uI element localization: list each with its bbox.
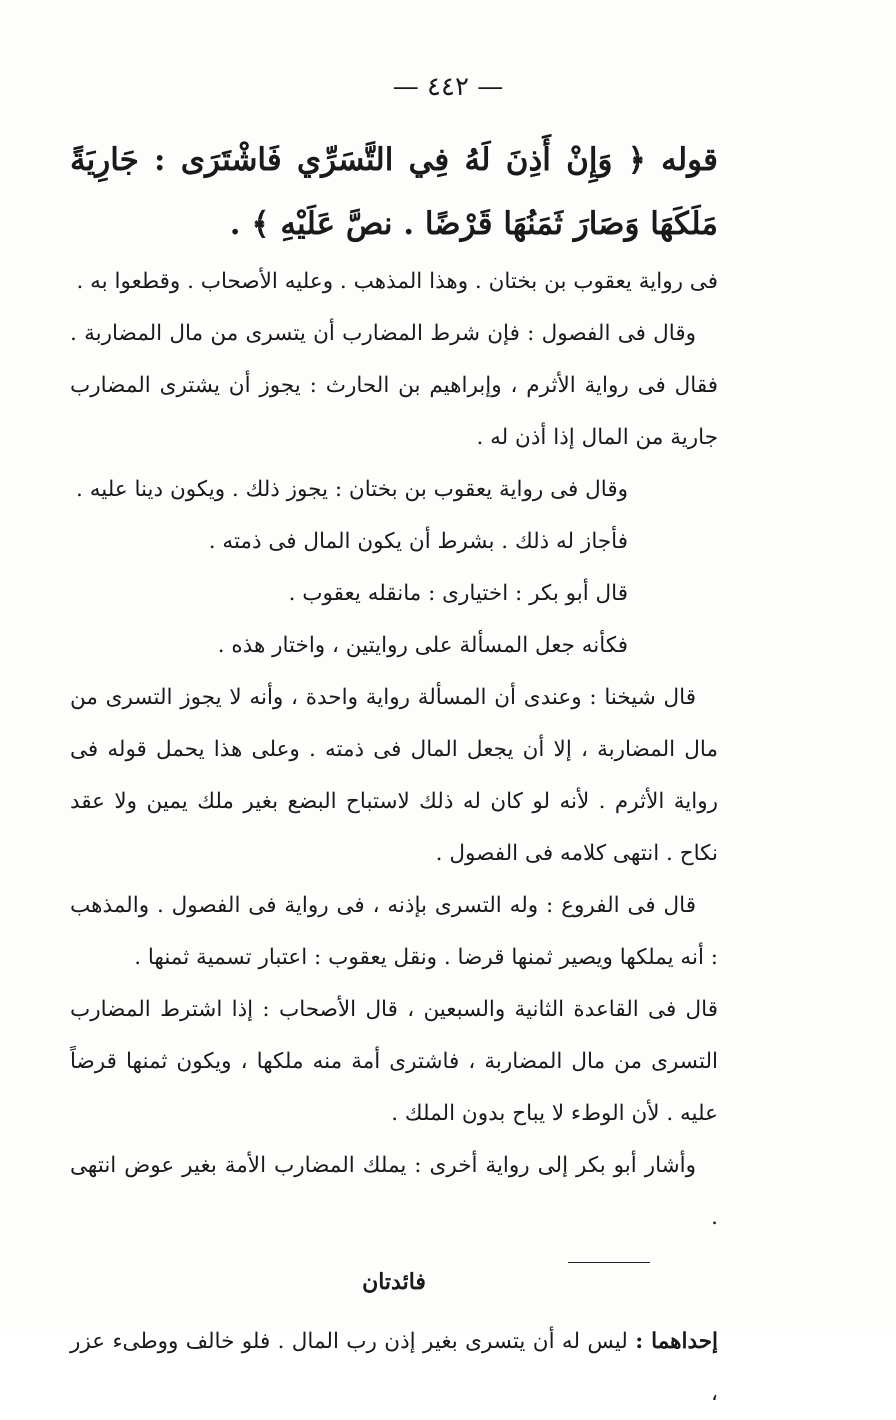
section-title: فائدتان bbox=[362, 1269, 426, 1295]
paragraph: وقال فى الفصول : فإن شرط المضارب أن يتسرى من مال المضاربة . فقال فى رواية الأثرم ، وإبراهيم بن الحارث : يجوز أن يشترى المضارب جارية من المال إذا أذن له . bbox=[70, 321, 718, 450]
page-body bbox=[70, 128, 718, 1420]
footnote-rule bbox=[568, 1262, 650, 1263]
paragraph: قال فى القاعدة الثانية والسبعين ، قال الأصحاب : إذا اشترط المضارب التسرى من مال المضاربة ، فاشترى أمة منه ملكها ، ويكون ثمنها قرضاً عليه . لأن الوطء لا يباح بدون الملك . bbox=[70, 997, 718, 1126]
paragraph: قال فى الفروع : وله التسرى بإذنه ، فى رواية فى الفصول . والمذهب : أنه يملكها ويصير ثمنها قرضا . ونقل يعقوب : اعتبار تسمية ثمنها . bbox=[70, 893, 718, 970]
page-number: — ٤٤٢ — bbox=[392, 72, 504, 102]
paragraph: فأجاز له ذلك . بشرط أن يكون المال فى ذمته . bbox=[208, 529, 628, 554]
paragraph: فكأنه جعل المسألة على روايتين ، واختار هذه . bbox=[217, 633, 628, 658]
note-line bbox=[70, 1316, 718, 1420]
paragraph: وأشار أبو بكر إلى رواية أخرى : يملك المضارب الأمة بغير عوض انتهى . bbox=[70, 1153, 718, 1230]
paragraph: وقال فى رواية يعقوب بن بختان : يجوز ذلك . ويكون دينا عليه . bbox=[76, 477, 628, 502]
paragraph: قال أبو بكر : اختيارى : مانقله يعقوب . bbox=[288, 581, 628, 606]
paragraph: فى رواية يعقوب بن بختان . وهذا المذهب . وعليه الأصحاب . وقطعوا به . bbox=[76, 269, 718, 294]
note-label: إحداهما : bbox=[635, 1329, 719, 1354]
quoted-heading: قوله ﴿ وَإِنْ أَذِنَ لَهُ فِي التَّسَرِّي فَاشْتَرَى : جَارِيَةً مَلَكَهَا وَصَارَ ثَمَنُهَا قَرْضًا . نصَّ عَلَيْهِ ﴾ . bbox=[70, 142, 718, 242]
note-text: ليس له أن يتسرى بغير إذن رب المال . فلو خالف ووطىء عزر ، bbox=[70, 1329, 718, 1406]
paragraph: قال شيخنا : وعندى أن المسألة رواية واحدة ، وأنه لا يجوز التسرى من مال المضاربة ، إلا أن يجعل المال فى ذمته . وعلى هذا يحمل قوله فى رواية الأثرم . لأنه لو كان له ذلك لاستباح البضع بغير ملك يمين ولا عقد نكاح . انتهى كلامه فى الفصول . bbox=[70, 685, 718, 866]
